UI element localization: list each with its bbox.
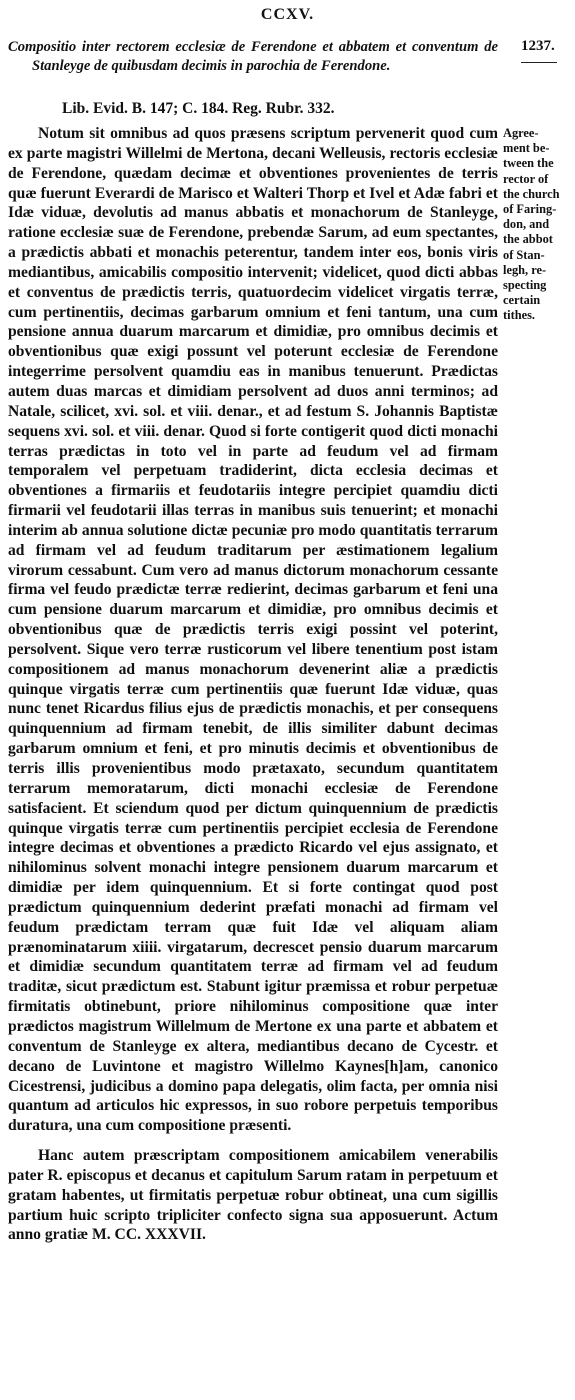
marginal-note-line: rector of: [503, 171, 549, 186]
marginal-note-line: don, and: [503, 217, 550, 232]
marginal-note-line: tween the: [503, 156, 554, 171]
marginal-note-line: Agree-: [503, 126, 539, 140]
marginal-note-line: tithes.: [503, 308, 536, 323]
marginal-note-line: specting: [503, 278, 547, 293]
marginal-note-line: of Faring-: [503, 202, 557, 217]
source-references: Lib. Evid. B. 147; C. 184. Reg. Rubr. 332.: [62, 100, 335, 117]
marginal-note-line: the abbot: [503, 232, 553, 247]
marginal-note: [503, 126, 575, 324]
year-underline: [521, 62, 557, 63]
marginal-note-line: ment be-: [503, 141, 550, 156]
charter-body: [8, 124, 498, 1245]
marginal-note-line: legh, re-: [503, 262, 547, 277]
charter-number: CCXV.: [260, 6, 315, 23]
charter-year: 1237.: [521, 38, 555, 54]
body-paragraph-2: Hanc autem præscriptam compositionem amicabilem venerabilis pater R. episcopus et decanus et capitulum Sarum ratam in perpetuum et gratam habentes, ut firmitatis perpetuæ robur obtineat, una cum sigillis partium huic scripto tripliciter confecto signa sua apposuerunt. Actum anno gratiæ M. CC. XXXVII.: [8, 1147, 498, 1244]
charter-title: Compositio inter rectorem ecclesiæ de Ferendone et abbatem et conventum de Stanleyge de quibusdam decimis in parochia de Ferendone.: [8, 39, 498, 74]
charter-title-block: [8, 38, 498, 76]
marginal-note-line: the church: [503, 186, 560, 201]
marginal-note-line: of Stan-: [503, 247, 545, 262]
marginal-note-line: certain: [503, 293, 541, 308]
body-paragraph-1: Notum sit omnibus ad quos præsens scriptum pervenerit quod cum ex parte magistri Willelmi de Mertona, decani Welleusis, rectoris ecclesiæ de Ferendone, quædam decimæ et obventiones provenientes de terris quæ fuerunt Everardi de Marisco et Walteri Thorp et Ivel et Adæ fabri et Idæ viduæ, devolutis ad manus abbatis et monachorum de Stanleyge, ratione ecclesiæ suæ de Ferendone, prebendæ Sarum, ad eum spectantes, a prædictis abbati et monachis peterentur, tandem inter eos, bonis viris mediantibus, amicabilis compositio intervenit; videlicet, quod dicti abbas et conventus de prædictis terris, quatuordecim videlicet virgatis terræ, cum pertinentiis, decimas garbarum omnium et feni tantum, una cum pensione annua duarum marcarum et dimidiæ, pro omnibus decimis et obventionibus quæ exigi possunt vel poterunt ecclesiæ de Ferendone integerrime persolvent quamdiu eas in manibus tenuerunt. Prædictas autem duas marcas et dimidiam persolvent ad duos anni terminos; ad Natale, scilicet, xvi. sol. et viii. denar., et ad festum S. Johannis Baptistæ sequens xvi. sol. et viii. denar. Quod si forte contigerit quod dicti monachi terras prædictas in toto vel in parte ad feudum vel ad firmam temporalem vel perpetuam tradiderint, dicta ecclesia decimas et obventiones a firmariis et feudotariis integre percipiet quamdiu dicti firmarii vel feudotarii illas terras in manibus suis tenuerint; et monachi interim ab annua solutione dictæ pecuniæ pro modo quantitatis terrarum ad firmam vel ad feudum traditarum per æstimationem legalium virorum cessabunt. Cum vero ad manus dictorum monachorum cessante firma vel feudo prædictæ terræ redierint, decimas garbarum et feni una cum pensione duarum marcarum et dimidiæ, pro omnibus decimis et obventionibus quæ de prædictis terris exigi possint vel poterint, persolvent. Sique vero terræ rusticorum vel libere tenentium post istam compositionem ad manus monachorum devenerint aliæ a prædictis quinque virgatis terræ cum pertinentiis quæ fuerunt Idæ viduæ, quas nunc tenet Ricardus filius ejus de prædictis monachis, et per consequens quinquennium ad firmam tenebit, de illis similiter dabunt decimas garbarum omnium et feni, et pro minutis decimis et obventionibus de terris illis provenientibus modo prætaxato, secundum quantitatem terrarum memoratarum, dicti monachi ecclesiæ de Ferendone satisfacient. Et sciendum quod per dictum quinquennium de prædictis quinque virgatis terræ cum pertinentiis percipiet ecclesia de Ferendone integre decimas et obventiones a prædicto Ricardo vel ejus assignato, et nihilominus solvent monachi integre pensionem duarum marcarum et dimidiæ per idem quinquennium. Et si forte contingat quod post prædictum quinquennium dederint præfati monachi ad firmam vel feudum prædictam terram quæ fuit Idæ vel aliquam aliam prænominatarum xiiii. virgatarum, decrescet pensio duarum marcarum et dimidiæ secundum quantitatem terræ ad firmam vel ad feudum traditæ, sicut prædictum est. Stabunt igitur præmissa et robur perpetuæ firmitatis obtinebunt, priore nihilominus compositione quæ inter prædictos magistrum Willelmum de Mertone ex una parte et abbatem et conventum de Stanleyge ex altera, mediantibus decano de Cycestr. et decano de Luvintone et magistro Willelmo Kaynes[h]am, canonico Cicestrensi, judicibus a domino papa delegatis, olim facta, per omnia nisi quantum ad articulos hic expressos, in suo robore perpetuis temporibus duratura, una cum compositione præsenti.: [8, 125, 498, 1135]
